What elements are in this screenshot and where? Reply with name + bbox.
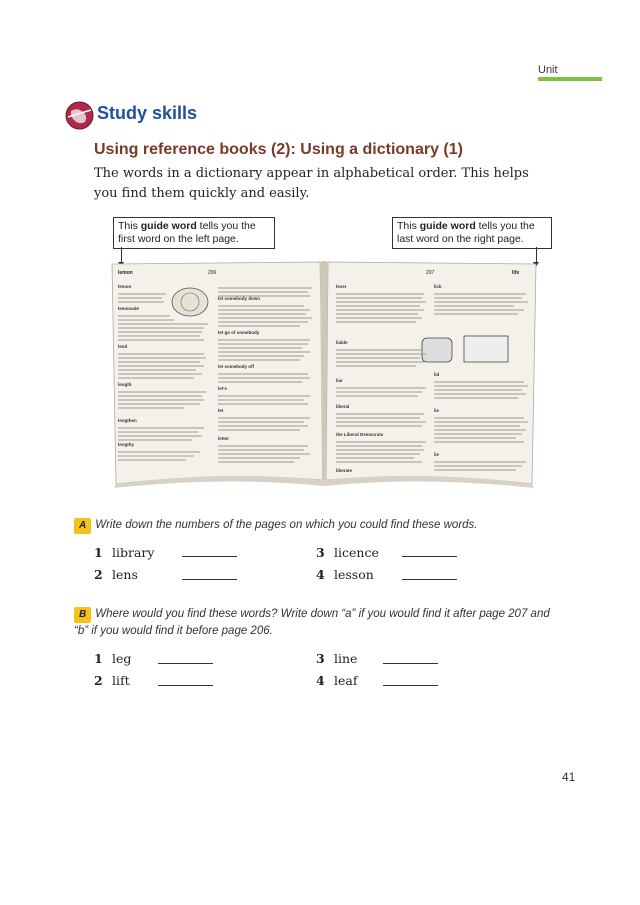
callout-right-pre: This <box>397 220 420 232</box>
dictionary-illustration <box>104 258 544 490</box>
headword: liable <box>336 340 348 345</box>
headword: lengthen <box>118 418 137 423</box>
lemon-illustration <box>172 288 208 316</box>
task-b-item-1 <box>94 651 131 666</box>
unit-label: Unit <box>538 64 558 76</box>
section-title: Study skills <box>97 103 198 123</box>
callout-left-post: tells you the first word on the left page. <box>118 220 256 245</box>
item-word: library <box>112 545 155 560</box>
unit-accent-bar <box>538 77 602 81</box>
callout-right-bold: guide word <box>419 220 476 232</box>
item-number: 4 <box>316 567 325 582</box>
task-b-text: Where would you find these words? Write down “a” if you would find it after page 207 and “b” if you would find it before page 206. <box>74 608 550 637</box>
item-word: licence <box>334 545 379 560</box>
task-b-item-2 <box>94 673 130 688</box>
item-number: 3 <box>316 651 325 666</box>
page-number: 41 <box>562 770 576 784</box>
item-word: leg <box>112 651 132 666</box>
headword: the Liberal Democrats <box>336 432 384 437</box>
globe-icon <box>65 101 94 130</box>
task-a-item-2 <box>94 567 138 582</box>
item-number: 2 <box>94 673 103 688</box>
item-number: 3 <box>316 545 325 560</box>
item-word: lens <box>112 567 138 582</box>
item-number: 1 <box>94 651 103 666</box>
headword: let somebody off <box>218 364 255 369</box>
left-page-number: 206 <box>208 270 217 276</box>
headword: let somebody down <box>218 296 261 301</box>
headword: lend <box>118 344 128 349</box>
answer-blank[interactable] <box>158 663 213 664</box>
headword: length <box>118 382 132 387</box>
right-guide-word: life <box>512 270 520 276</box>
task-b-item-4 <box>316 673 357 688</box>
headword: liberal <box>336 404 350 409</box>
answer-blank[interactable] <box>383 663 438 664</box>
item-number: 1 <box>94 545 103 560</box>
callout-right-guide-word <box>392 217 552 249</box>
headword: lid <box>434 372 440 377</box>
callout-left-bold: guide word <box>140 220 197 232</box>
headword: let's <box>218 386 227 391</box>
task-a-text: Write down the numbers of the pages on which you could find these words. <box>95 519 478 531</box>
task-b-item-3 <box>316 651 357 666</box>
left-guide-word: lemon <box>118 270 133 276</box>
headword: lengthy <box>118 442 135 447</box>
headword: lemonade <box>118 306 140 311</box>
callout-left-pre: This <box>118 220 141 232</box>
answer-blank[interactable] <box>402 556 457 557</box>
item-number: 4 <box>316 673 325 688</box>
headword: liar <box>336 378 343 383</box>
task-a-instruction <box>74 517 554 534</box>
task-b-badge: B <box>74 607 91 623</box>
answer-blank[interactable] <box>182 556 237 557</box>
intro-text: The words in a dictionary appear in alphabetical order. This helps you find them quickly and easily. <box>94 166 529 201</box>
task-b-instruction <box>74 606 554 639</box>
headword: lick <box>434 284 442 289</box>
answer-blank[interactable] <box>383 685 438 686</box>
headword: letter <box>218 436 230 441</box>
item-word: leaf <box>334 673 358 688</box>
item-word: line <box>334 651 358 666</box>
headword: lever <box>336 284 347 289</box>
lid-illustration <box>422 336 508 362</box>
answer-blank[interactable] <box>182 579 237 580</box>
headword: liberate <box>336 468 353 473</box>
task-a-item-1 <box>94 545 154 560</box>
answer-blank[interactable] <box>158 685 213 686</box>
headword: lemon <box>118 284 132 289</box>
callout-right-post: tells you the last word on the right page. <box>397 220 535 245</box>
headword: let <box>218 408 224 413</box>
task-a-item-3 <box>316 545 379 560</box>
right-page-number: 207 <box>426 270 435 276</box>
task-a-item-4 <box>316 567 374 582</box>
headword: lie <box>434 452 440 457</box>
task-a-badge: A <box>74 518 91 534</box>
item-word: lift <box>112 673 130 688</box>
headword: let go of somebody <box>218 330 260 335</box>
answer-blank[interactable] <box>402 579 457 580</box>
item-word: lesson <box>334 567 374 582</box>
headword: lie <box>434 408 440 413</box>
callout-left-guide-word <box>113 217 275 249</box>
item-number: 2 <box>94 567 103 582</box>
lesson-heading: Using reference books (2): Using a dictionary (1) <box>94 141 463 158</box>
